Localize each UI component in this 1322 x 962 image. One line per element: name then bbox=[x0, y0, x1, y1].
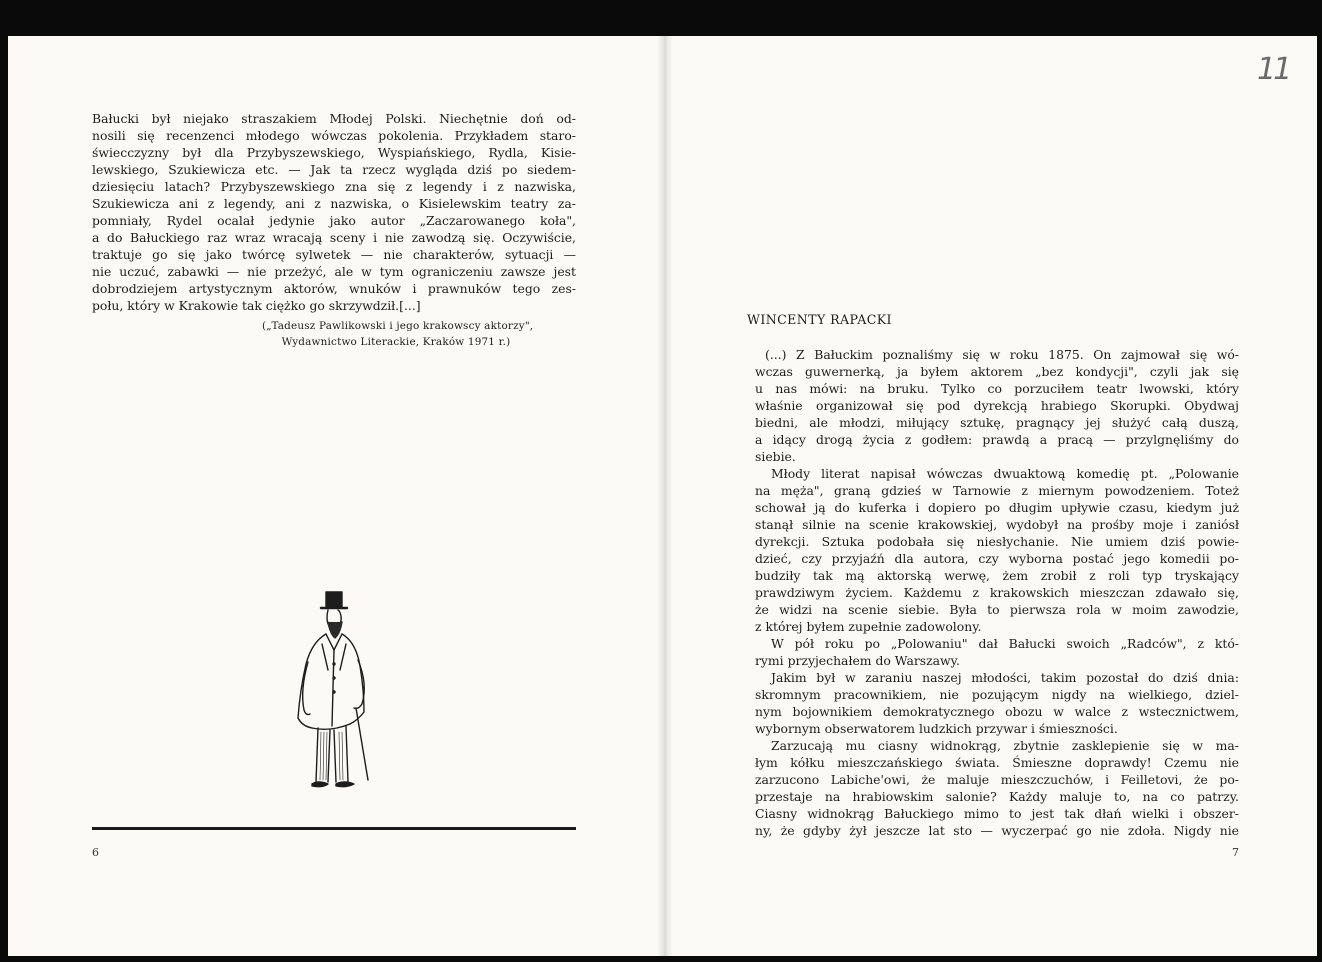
text-line: właśnie organizował się pod dyrekcją hrabiego Skorupki. Obydwaj bbox=[755, 398, 1239, 413]
text-line: pomniały, Rydel ocalał jedynie jako autor „Zaczarowanego koła", bbox=[92, 213, 576, 228]
source-citation bbox=[262, 318, 534, 350]
text-line: a idący drogą życia z godłem: prawdą a pracą — przylgnęliśmy do bbox=[755, 432, 1239, 447]
text-line: Młody literat napisał wówczas dwuaktową komedię pt. „Polowanie bbox=[771, 466, 1239, 481]
citation-line: Wydawnictwo Literackie, Kraków 1971 r.) bbox=[281, 336, 511, 348]
page-number-right: 7 bbox=[1232, 846, 1239, 859]
text-line: stanął silnie na scenie krakowskiej, wydobył na prośby moje i zaniósł bbox=[755, 517, 1239, 532]
text-line: traktuje go się jako twórcę sylwetek — nie charakterów, sytuacji — bbox=[92, 247, 576, 262]
text-line: ny, że gdyby żył jeszcze lat sto — wyczerpać go nie zdoła. Nigdy nie bbox=[755, 823, 1239, 838]
text-line: prawdziwym życiem. Każdemu z krakowskich mieszczan zdawało się, bbox=[755, 585, 1239, 600]
text-line: schował ją do kuferka i dopiero po długim upływie czasu, kiedym już bbox=[755, 500, 1239, 515]
right-paragraph-4 bbox=[755, 669, 1239, 737]
text-line: nym bojownikiem demokratycznego obozu w walce z wstecznictwem, bbox=[755, 704, 1239, 719]
text-line: u nas mówi: na bruku. Tylko co porzuciłem teatr lwowski, który bbox=[755, 381, 1239, 396]
text-line: skromnym pracownikiem, nie pozującym nigdy na wielkiego, dziel- bbox=[755, 687, 1239, 702]
text-line: na męża", graną gdzieś w Tarnowie z miernym powodzeniem. Toteż bbox=[755, 483, 1239, 498]
text-line: nosili się recenzenci młodego wówczas pokolenia. Przykładem staro- bbox=[92, 128, 576, 143]
right-paragraph-2 bbox=[755, 465, 1239, 635]
text-line: (...) Z Bałuckim poznaliśmy się w roku 1875. On zajmował się wó- bbox=[765, 347, 1239, 362]
text-line: biedni, ale młodzi, miłujący sztukę, pragnący jej służyć całą duszą, bbox=[755, 415, 1239, 430]
text-line: połu, który w Krakowie tak ciężko go skrzywdził.[...] bbox=[92, 298, 421, 313]
text-line: że widzi na scenie siebie. Była to pierwsza rola w moim zawodzie, bbox=[755, 602, 1239, 617]
text-line: dobrodziejem artystycznym aktorów, wnuków i prawnuków tego zes- bbox=[92, 281, 576, 296]
text-line: dziesięciu latach? Przybyszewskiego zna się z legendy i z nazwiska, bbox=[92, 179, 576, 194]
text-line: Jakim był w zaraniu naszej młodości, takim pozostał do dziś dnia: bbox=[771, 670, 1239, 685]
text-line: nie uczuć, zabawki — nie przeżyć, ale w tym ograniczeniu zawsze jest bbox=[92, 264, 576, 279]
horizontal-rule bbox=[92, 827, 576, 830]
gentleman-top-hat-illustration bbox=[282, 586, 390, 800]
text-line: z której byłem zupełnie zadowolony. bbox=[755, 619, 982, 634]
text-line: siebie. bbox=[755, 449, 796, 464]
text-line: rymi przyjechałem do Warszawy. bbox=[755, 653, 960, 668]
text-line: W pół roku po „Polowaniu" dał Bałucki swoich „Radców", z któ- bbox=[771, 636, 1239, 651]
text-line: budziły tak mą aktorską werwę, żem zrobił z roli typ tryskający bbox=[755, 568, 1239, 583]
text-line: wczas guwernerką, ja byłem aktorem „bez kondycji", czyli jak się bbox=[755, 364, 1239, 379]
left-paragraph bbox=[92, 110, 576, 314]
text-line: zarzucono Labiche'owi, że maluje mieszczuchów, i Feilletovi, że po- bbox=[755, 772, 1239, 787]
text-line: a do Bałuckiego raz wraz wracają sceny i nie zawodzą się. Oczywiście, bbox=[92, 230, 576, 245]
text-line: Bałucki był niejako straszakiem Młodej Polski. Niechętnie doń od- bbox=[92, 111, 576, 126]
section-heading: WINCENTY RAPACKI bbox=[747, 312, 892, 327]
citation-line: („Tadeusz Pawlikowski i jego krakowscy aktorzy", bbox=[262, 320, 534, 332]
handwritten-note: 11 bbox=[1257, 52, 1290, 87]
text-line: dzieć, czy przyjaźń dla autora, czy wyborna postać jego komedii po- bbox=[755, 551, 1239, 566]
text-line: przestaje na hrabiowskim salonie? Każdy maluje to, na co patrzy. bbox=[755, 789, 1239, 804]
text-line: świecczyzny był dla Przybyszewskiego, Wyspiańskiego, Rydla, Kisie- bbox=[92, 145, 576, 160]
text-line: łym kółku mieszczańskiego świata. Śmieszne doprawdy! Czemu nie bbox=[755, 755, 1239, 770]
text-line: dyrekcji. Sztuka podobała się niesłychanie. Nie umiem dziś powie- bbox=[755, 534, 1239, 549]
text-line: wybornym obserwatorem ludzkich przywar i śmieszności. bbox=[755, 721, 1118, 736]
page-number-left: 6 bbox=[92, 846, 99, 859]
right-paragraph-3 bbox=[755, 635, 1239, 669]
text-line: Szukiewicza ani z legendy, ani z nazwiska, o Kisielewskim teatry za- bbox=[92, 196, 576, 211]
text-line: lewskiego, Szukiewicza etc. — Jak ta rzecz wygląda dziś po siedem- bbox=[92, 162, 576, 177]
text-line: Zarzucają mu ciasny widnokrąg, zbytnie zasklepienie się w ma- bbox=[771, 738, 1239, 753]
text-line: Ciasny widnokrąg Bałuckiego mimo to jest tak dłań wielki i obszer- bbox=[755, 806, 1239, 821]
right-paragraph-5 bbox=[755, 737, 1239, 839]
right-paragraph-1 bbox=[755, 346, 1239, 465]
